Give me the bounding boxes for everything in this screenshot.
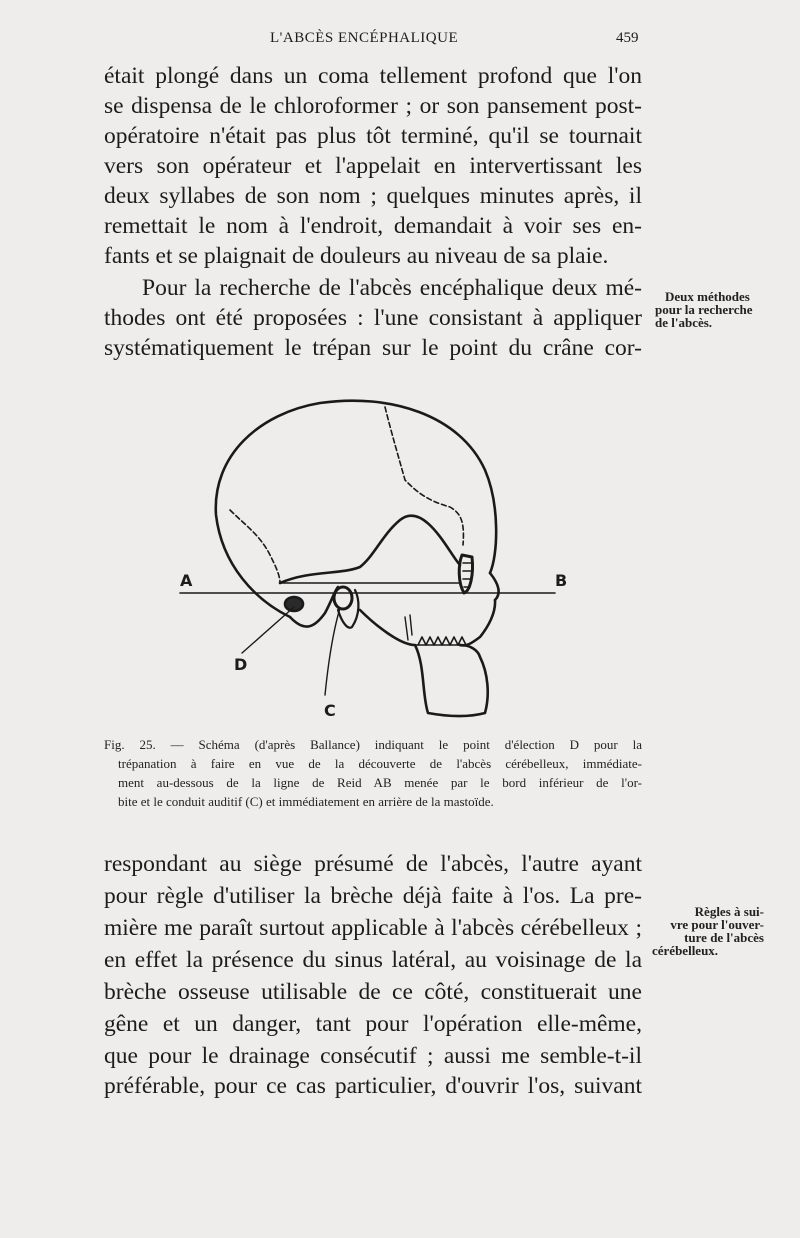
text-line: deux syllabes de son nom ; quelques minutes après, il xyxy=(104,183,642,209)
leader-d xyxy=(242,607,294,653)
label-c: C xyxy=(324,701,336,720)
trepan-point xyxy=(285,597,303,611)
text-line: Pour la recherche de l'abcès encéphalique deux mé- xyxy=(142,275,642,301)
caption-line: bite et le conduit auditif (C) et immédiatement en arrière de la mastoïde. xyxy=(118,794,494,809)
sidenote-rules xyxy=(652,905,764,957)
text-line: préférable, pour ce cas particulier, d'ouvrir l'os, suivant xyxy=(104,1073,642,1099)
sidenote-line: ture de l'abcès xyxy=(684,930,764,945)
sidenote-line: pour la recherche xyxy=(655,302,753,317)
sidenote-methods xyxy=(655,290,753,329)
text-line: respondant au siège présumé de l'abcès, l'autre ayant xyxy=(104,851,642,877)
teeth xyxy=(418,637,466,645)
label-d: D xyxy=(234,655,248,674)
text-line: en effet la présence du sinus latéral, au voisinage de la xyxy=(104,947,642,973)
sidenote-line: cérébelleux. xyxy=(652,943,719,958)
sidenote-line: Deux méthodes xyxy=(665,289,750,304)
caption-line: trépanation à faire en vue de la découverte de l'abcès cérébelleux, immédiate- xyxy=(118,756,642,771)
text-line: thodes ont été proposées : l'une consistant à appliquer xyxy=(104,305,642,331)
text-line: était plongé dans un coma tellement profond que l'on xyxy=(104,63,642,89)
text-line: mière me paraît surtout applicable à l'abcès cérébelleux ; xyxy=(104,915,642,941)
sidenote-line: vre pour l'ouver- xyxy=(670,917,764,932)
text-line: pour règle d'utiliser la brèche déjà faite à l'os. La pre- xyxy=(104,883,642,909)
text-line: opératoire n'était pas plus tôt terminé, qu'il se tournait xyxy=(104,123,642,149)
sidenote-line: Règles à sui- xyxy=(694,904,764,919)
temporal-line xyxy=(280,516,460,583)
text-line: gêne et un danger, tant pour l'opération elle-même, xyxy=(104,1011,642,1037)
page-number: 459 xyxy=(616,30,639,46)
label-b: B xyxy=(555,571,568,590)
text-line: que pour le drainage consécutif ; aussi me semble-t-il xyxy=(104,1043,642,1069)
leader-c xyxy=(325,608,340,695)
text-line: systématiquement le trépan sur le point du crâne cor- xyxy=(104,335,642,361)
text-line: brèche osseuse utilisable de ce côté, constituerait une xyxy=(104,979,642,1005)
skull-figure xyxy=(160,395,600,725)
text-line: vers son opérateur et l'appelait en intervertissant les xyxy=(104,153,642,179)
label-a: A xyxy=(180,571,193,590)
caption-line: ment au-dessous de la ligne de Reid AB menée par le bord inférieur de l'or- xyxy=(118,775,642,790)
running-title: L'ABCÈS ENCÉPHALIQUE xyxy=(270,30,459,46)
text-line: remettait le nom à l'endroit, demandait à voir ses en- xyxy=(104,213,642,239)
brow-line xyxy=(490,573,499,600)
figure-caption xyxy=(104,735,642,811)
sidenote-line: de l'abcès. xyxy=(655,315,713,330)
maxilla xyxy=(460,600,495,646)
skull-drawing xyxy=(160,395,600,725)
text-line: fants et se plaignait de douleurs au niveau de sa plaie. xyxy=(104,243,609,269)
ear-canal xyxy=(334,587,352,609)
caption-line: Fig. 25. — Schéma (d'après Ballance) indiquant le point d'élection D pour la xyxy=(104,737,642,752)
text-line: se dispensa de le chloroformer ; or son pansement post- xyxy=(104,93,642,119)
mandible xyxy=(360,610,488,716)
